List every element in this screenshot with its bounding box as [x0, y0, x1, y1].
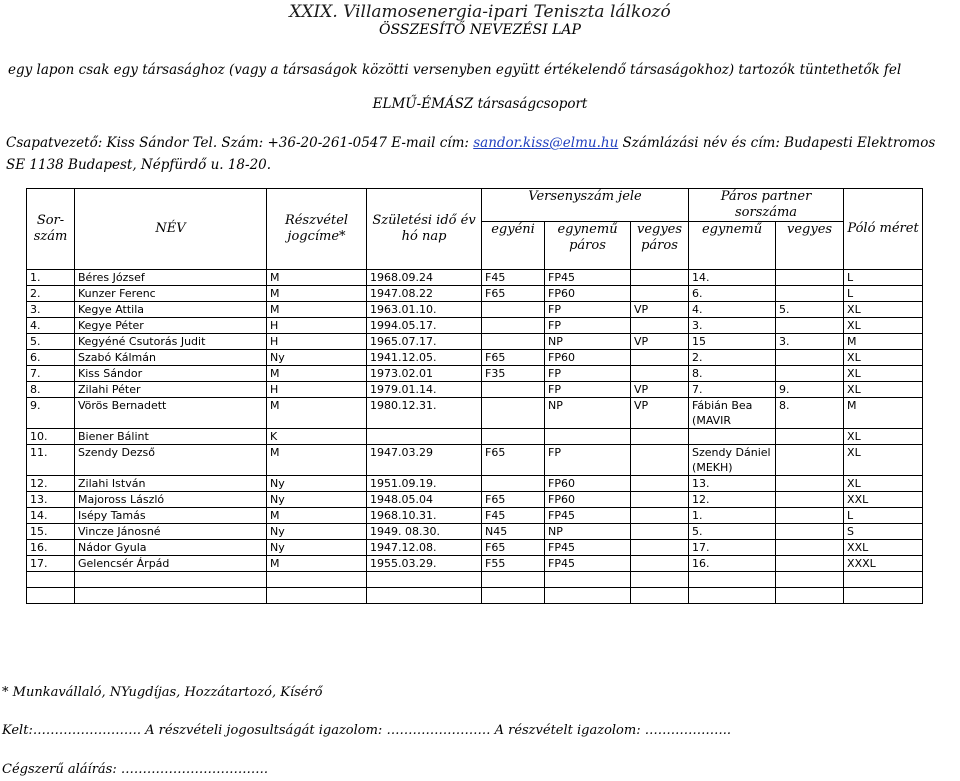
- table-row: [27, 398, 923, 429]
- cell-vegyes-paros: [631, 429, 689, 445]
- form-instruction: egy lapon csak egy társasághoz (vagy a társaságok közötti versenyben együtt értékelendő társaságokhoz) tartozók tüntethetők fel: [8, 62, 902, 78]
- cell-nev: Kegye Attila: [75, 302, 267, 318]
- cell-partner-egynemu: [689, 429, 776, 445]
- cell-nev: [75, 588, 267, 604]
- cell-vegyes-paros: VP: [631, 398, 689, 429]
- cell-partner-egynemu: 2.: [689, 350, 776, 366]
- cell-szuletesi: 1980.12.31.: [367, 398, 482, 429]
- cell-partner-egynemu: 6.: [689, 286, 776, 302]
- cell-szuletesi: 1979.01.14.: [367, 382, 482, 398]
- header-egynemu-paros: egynemű páros: [545, 222, 631, 270]
- cell-polo: XXXL: [844, 556, 923, 572]
- cell-partner-egynemu: 8.: [689, 366, 776, 382]
- cell-nev: Gelencsér Árpád: [75, 556, 267, 572]
- cell-partner-vegyes: 3.: [776, 334, 844, 350]
- cell-partner-egynemu: 12.: [689, 492, 776, 508]
- cell-vegyes-paros: VP: [631, 334, 689, 350]
- cell-partner-vegyes: 9.: [776, 382, 844, 398]
- cell-szuletesi: 1963.01.10.: [367, 302, 482, 318]
- cell-sorszam: 6.: [27, 350, 75, 366]
- cell-jogcim: M: [267, 270, 367, 286]
- cell-partner-egynemu: 16.: [689, 556, 776, 572]
- cell-vegyes-paros: [631, 524, 689, 540]
- cell-egyeni: [482, 572, 545, 588]
- cell-szuletesi: 1947.12.08.: [367, 540, 482, 556]
- cell-egyeni: N45: [482, 524, 545, 540]
- cell-egynemu-paros: FP45: [545, 508, 631, 524]
- cell-egynemu-paros: FP60: [545, 286, 631, 302]
- cell-egyeni: [482, 588, 545, 604]
- cell-jogcim: Ny: [267, 492, 367, 508]
- table-row: [27, 429, 923, 445]
- form-subtitle: ÖSSZESÍTŐ NEVEZÉSI LAP: [379, 22, 581, 38]
- cell-sorszam: 2.: [27, 286, 75, 302]
- table-row: [27, 508, 923, 524]
- cell-szuletesi: 1968.10.31.: [367, 508, 482, 524]
- header-vegyes: vegyes: [776, 222, 844, 270]
- table-row: [27, 445, 923, 476]
- cell-egynemu-paros: FP60: [545, 492, 631, 508]
- cell-egyeni: [482, 382, 545, 398]
- cell-nev: Nádor Gyula: [75, 540, 267, 556]
- cell-szuletesi: 1965.07.17.: [367, 334, 482, 350]
- cell-egynemu-paros: FP45: [545, 270, 631, 286]
- cell-sorszam: 15.: [27, 524, 75, 540]
- cell-nev: Vörös Bernadett: [75, 398, 267, 429]
- cell-szuletesi: 1968.09.24: [367, 270, 482, 286]
- cell-szuletesi: [367, 588, 482, 604]
- cell-egynemu-paros: FP: [545, 302, 631, 318]
- cell-jogcim: M: [267, 366, 367, 382]
- cell-polo: [844, 572, 923, 588]
- cell-sorszam: 5.: [27, 334, 75, 350]
- cell-partner-vegyes: [776, 445, 844, 476]
- cell-polo: L: [844, 270, 923, 286]
- cell-egyeni: [482, 429, 545, 445]
- cell-partner-vegyes: [776, 572, 844, 588]
- cell-egyeni: [482, 318, 545, 334]
- cell-vegyes-paros: [631, 556, 689, 572]
- cell-polo: S: [844, 524, 923, 540]
- contact-info: [6, 132, 956, 176]
- cell-egynemu-paros: FP45: [545, 556, 631, 572]
- cell-partner-egynemu: 14.: [689, 270, 776, 286]
- table-row: [27, 270, 923, 286]
- cell-partner-vegyes: 8.: [776, 398, 844, 429]
- form-title: XXIX. Villamosenergia-ipari Teniszta lálkozó: [289, 2, 671, 22]
- header-paros-partner: Páros partner sorszáma: [689, 189, 844, 222]
- table-row: [27, 318, 923, 334]
- cell-egyeni: F45: [482, 270, 545, 286]
- cell-vegyes-paros: [631, 572, 689, 588]
- cell-egynemu-paros: FP: [545, 382, 631, 398]
- cell-vegyes-paros: [631, 476, 689, 492]
- cell-sorszam: 16.: [27, 540, 75, 556]
- cell-jogcim: M: [267, 445, 367, 476]
- cell-partner-vegyes: [776, 286, 844, 302]
- cell-polo: XL: [844, 318, 923, 334]
- cell-polo: XL: [844, 382, 923, 398]
- cell-jogcim: M: [267, 286, 367, 302]
- cell-vegyes-paros: [631, 286, 689, 302]
- cell-szuletesi: [367, 572, 482, 588]
- entry-table: [26, 188, 923, 604]
- cell-partner-egynemu: 1.: [689, 508, 776, 524]
- table-row: [27, 492, 923, 508]
- cell-jogcim: M: [267, 302, 367, 318]
- cell-jogcim: H: [267, 382, 367, 398]
- cell-jogcim: Ny: [267, 476, 367, 492]
- email-link[interactable]: sandor.kiss@elmu.hu: [473, 135, 619, 151]
- table-row: [27, 334, 923, 350]
- cell-partner-egynemu: 4.: [689, 302, 776, 318]
- cell-vegyes-paros: [631, 492, 689, 508]
- cell-polo: M: [844, 334, 923, 350]
- cell-egyeni: [482, 302, 545, 318]
- cell-polo: [844, 588, 923, 604]
- header-jogcim: Részvétel jogcíme*: [267, 189, 367, 270]
- cell-polo: XXL: [844, 540, 923, 556]
- cell-sorszam: 9.: [27, 398, 75, 429]
- cell-polo: M: [844, 398, 923, 429]
- cell-partner-vegyes: [776, 476, 844, 492]
- cell-nev: Béres József: [75, 270, 267, 286]
- table-row: [27, 302, 923, 318]
- cell-nev: Isépy Tamás: [75, 508, 267, 524]
- cell-egyeni: F45: [482, 508, 545, 524]
- cell-szuletesi: 1955.03.29.: [367, 556, 482, 572]
- cell-sorszam: 10.: [27, 429, 75, 445]
- cell-nev: Biener Bálint: [75, 429, 267, 445]
- header-szuletesi: Születési idő év hó nap: [367, 189, 482, 270]
- footnote: * Munkavállaló, NYugdíjas, Hozzátartozó, Kísérő: [2, 685, 323, 700]
- cell-egynemu-paros: [545, 572, 631, 588]
- cell-sorszam: 11.: [27, 445, 75, 476]
- cell-partner-egynemu: [689, 588, 776, 604]
- cell-partner-vegyes: [776, 556, 844, 572]
- cell-egyeni: F65: [482, 540, 545, 556]
- table-row: [27, 540, 923, 556]
- cell-sorszam: 14.: [27, 508, 75, 524]
- header-polo: Póló méret: [844, 189, 923, 270]
- cell-egyeni: F65: [482, 445, 545, 476]
- signature-line-1: Kelt:……………………. A részvételi jogosultságát igazolom: …………………… A részvételt igazolom: ………………..: [2, 723, 731, 738]
- table-row: [27, 476, 923, 492]
- cell-egynemu-paros: FP60: [545, 476, 631, 492]
- cell-partner-vegyes: [776, 508, 844, 524]
- cell-jogcim: [267, 588, 367, 604]
- cell-egynemu-paros: NP: [545, 398, 631, 429]
- cell-szuletesi: 1947.03.29: [367, 445, 482, 476]
- cell-nev: Kegye Péter: [75, 318, 267, 334]
- cell-partner-vegyes: [776, 492, 844, 508]
- cell-vegyes-paros: [631, 508, 689, 524]
- cell-polo: XL: [844, 445, 923, 476]
- table-row: [27, 556, 923, 572]
- cell-egyeni: F65: [482, 286, 545, 302]
- cell-jogcim: K: [267, 429, 367, 445]
- cell-szuletesi: 1941.12.05.: [367, 350, 482, 366]
- cell-vegyes-paros: [631, 270, 689, 286]
- cell-egynemu-paros: FP: [545, 318, 631, 334]
- cell-egynemu-paros: FP: [545, 445, 631, 476]
- cell-vegyes-paros: VP: [631, 382, 689, 398]
- contact-text: Csapatvezető: Kiss Sándor Tel. Szám: +36-20-261-0547 E-mail cím:: [6, 135, 474, 151]
- cell-nev: Majoross László: [75, 492, 267, 508]
- cell-egynemu-paros: [545, 429, 631, 445]
- cell-egyeni: [482, 476, 545, 492]
- cell-jogcim: M: [267, 556, 367, 572]
- table-row: [27, 382, 923, 398]
- cell-sorszam: [27, 588, 75, 604]
- cell-polo: XL: [844, 302, 923, 318]
- cell-szuletesi: [367, 429, 482, 445]
- billing-text: Számlázási név és cím: Budapesti Elektromos SE 1138 Budapest, Népfürdő u. 18-20.: [6, 135, 936, 173]
- cell-nev: Szendy Dezső: [75, 445, 267, 476]
- cell-jogcim: Ny: [267, 524, 367, 540]
- table-row: [27, 366, 923, 382]
- cell-partner-vegyes: [776, 429, 844, 445]
- cell-partner-vegyes: [776, 366, 844, 382]
- cell-polo: XL: [844, 350, 923, 366]
- cell-partner-vegyes: [776, 270, 844, 286]
- cell-partner-vegyes: [776, 588, 844, 604]
- cell-polo: XL: [844, 429, 923, 445]
- cell-partner-egynemu: 7.: [689, 382, 776, 398]
- cell-egyeni: [482, 334, 545, 350]
- cell-szuletesi: 1973.02.01: [367, 366, 482, 382]
- header-versenyszam: Versenyszám jele: [482, 189, 689, 222]
- cell-partner-egynemu: 13.: [689, 476, 776, 492]
- table-row: [27, 286, 923, 302]
- cell-szuletesi: 1947.08.22: [367, 286, 482, 302]
- cell-egyeni: [482, 398, 545, 429]
- cell-egyeni: F65: [482, 492, 545, 508]
- cell-partner-vegyes: [776, 318, 844, 334]
- cell-sorszam: 13.: [27, 492, 75, 508]
- cell-jogcim: [267, 572, 367, 588]
- cell-sorszam: 1.: [27, 270, 75, 286]
- header-egynemu: egynemű: [689, 222, 776, 270]
- cell-egyeni: F65: [482, 350, 545, 366]
- cell-partner-egynemu: 15: [689, 334, 776, 350]
- header-egyeni: egyéni: [482, 222, 545, 270]
- cell-sorszam: 12.: [27, 476, 75, 492]
- header-sorszam: Sor-szám: [27, 189, 75, 270]
- cell-polo: XL: [844, 476, 923, 492]
- cell-vegyes-paros: VP: [631, 302, 689, 318]
- cell-partner-vegyes: 5.: [776, 302, 844, 318]
- cell-polo: L: [844, 286, 923, 302]
- cell-polo: XL: [844, 366, 923, 382]
- cell-egynemu-paros: [545, 588, 631, 604]
- cell-szuletesi: 1948.05.04: [367, 492, 482, 508]
- cell-sorszam: 8.: [27, 382, 75, 398]
- cell-szuletesi: 1951.09.19.: [367, 476, 482, 492]
- cell-egynemu-paros: NP: [545, 524, 631, 540]
- cell-nev: [75, 572, 267, 588]
- table-row: [27, 572, 923, 588]
- cell-vegyes-paros: [631, 445, 689, 476]
- cell-partner-egynemu: [689, 572, 776, 588]
- cell-vegyes-paros: [631, 540, 689, 556]
- cell-partner-egynemu: Szendy Dániel (MEKH): [689, 445, 776, 476]
- cell-jogcim: Ny: [267, 540, 367, 556]
- header-nev: NÉV: [75, 189, 267, 270]
- cell-egyeni: F35: [482, 366, 545, 382]
- cell-sorszam: 7.: [27, 366, 75, 382]
- cell-partner-vegyes: [776, 350, 844, 366]
- cell-nev: Kiss Sándor: [75, 366, 267, 382]
- cell-sorszam: 4.: [27, 318, 75, 334]
- cell-nev: Kunzer Ferenc: [75, 286, 267, 302]
- cell-nev: Zilahi Péter: [75, 382, 267, 398]
- company-group: ELMŰ-ÉMÁSZ társaságcsoport: [372, 96, 588, 112]
- cell-polo: XXL: [844, 492, 923, 508]
- cell-jogcim: M: [267, 398, 367, 429]
- cell-jogcim: H: [267, 318, 367, 334]
- cell-partner-vegyes: [776, 540, 844, 556]
- table-row: [27, 350, 923, 366]
- cell-sorszam: 17.: [27, 556, 75, 572]
- table-row: [27, 524, 923, 540]
- cell-egyeni: F55: [482, 556, 545, 572]
- signature-line-2: Cégszerű aláírás: …………………………….: [2, 762, 268, 777]
- cell-partner-egynemu: 5.: [689, 524, 776, 540]
- cell-sorszam: [27, 572, 75, 588]
- cell-vegyes-paros: [631, 318, 689, 334]
- cell-jogcim: M: [267, 508, 367, 524]
- cell-egynemu-paros: FP60: [545, 350, 631, 366]
- cell-jogcim: H: [267, 334, 367, 350]
- cell-nev: Vincze Jánosné: [75, 524, 267, 540]
- cell-nev: Kegyéné Csutorás Judit: [75, 334, 267, 350]
- cell-egynemu-paros: FP45: [545, 540, 631, 556]
- cell-szuletesi: 1949. 08.30.: [367, 524, 482, 540]
- cell-vegyes-paros: [631, 366, 689, 382]
- cell-vegyes-paros: [631, 350, 689, 366]
- cell-partner-egynemu: 17.: [689, 540, 776, 556]
- cell-nev: Zilahi István: [75, 476, 267, 492]
- cell-vegyes-paros: [631, 588, 689, 604]
- cell-egynemu-paros: NP: [545, 334, 631, 350]
- cell-sorszam: 3.: [27, 302, 75, 318]
- cell-partner-egynemu: Fábián Bea (MAVIR: [689, 398, 776, 429]
- header-vegyes-paros: vegyes páros: [631, 222, 689, 270]
- cell-jogcim: Ny: [267, 350, 367, 366]
- table-row: [27, 588, 923, 604]
- cell-szuletesi: 1994.05.17.: [367, 318, 482, 334]
- cell-nev: Szabó Kálmán: [75, 350, 267, 366]
- cell-partner-vegyes: [776, 524, 844, 540]
- cell-partner-egynemu: 3.: [689, 318, 776, 334]
- cell-egynemu-paros: FP: [545, 366, 631, 382]
- cell-polo: L: [844, 508, 923, 524]
